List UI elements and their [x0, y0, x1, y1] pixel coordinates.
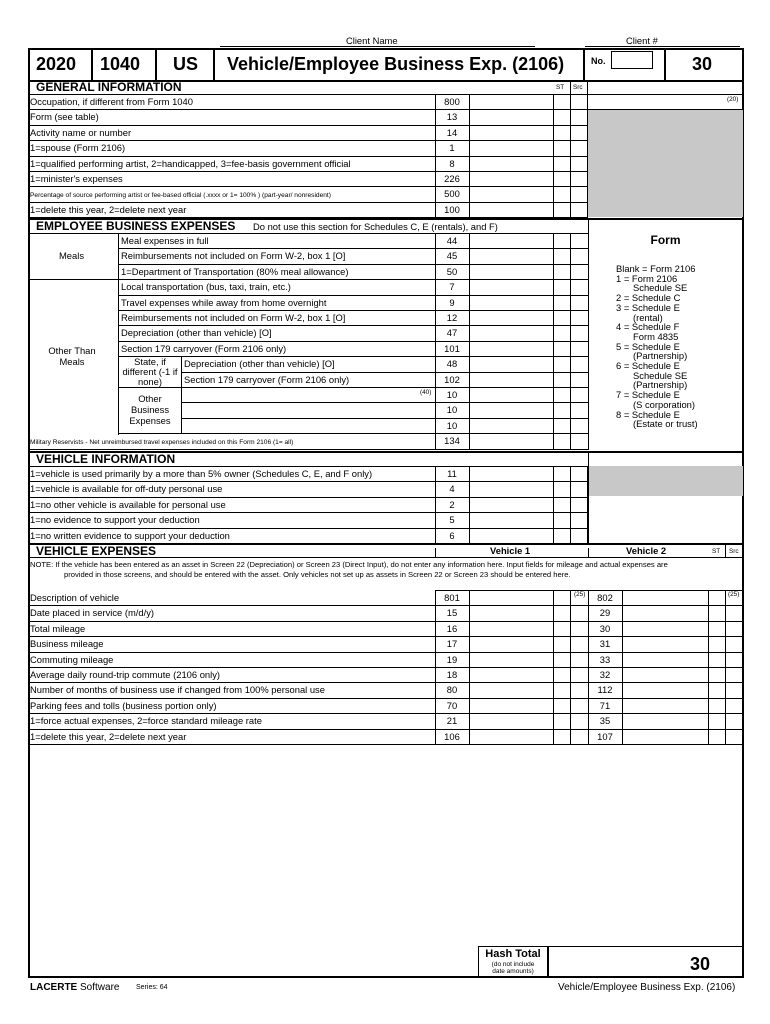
- vehicle-info-row-3-label: 1=no evidence to support your deduction: [30, 514, 200, 526]
- employee-row-3-input[interactable]: [470, 280, 550, 293]
- general-row-3-code: 1: [449, 142, 455, 154]
- employee-row-12-input[interactable]: [470, 419, 550, 432]
- vehicle-1-input-1[interactable]: [470, 606, 552, 619]
- vehicle-info-row-4-label: 1=no written evidence to support your deduction: [30, 529, 230, 541]
- vehicle-exp-row-0-code-1: 801: [444, 592, 460, 603]
- hash-note-2: date amounts): [492, 968, 534, 975]
- footer-screen-number: 30: [690, 954, 711, 974]
- software-label: Software: [80, 982, 120, 993]
- vehicle-exp-row-1-code-1: 15: [446, 607, 458, 619]
- src-label: Src: [573, 84, 583, 91]
- vehicle-exp-row-6-code-2: 112: [597, 684, 613, 696]
- hash-total-label: Hash Total: [485, 948, 541, 960]
- other-business-label: Other Business Expenses: [129, 393, 171, 426]
- vehicle-info-row-1-code: 4: [449, 483, 455, 495]
- vehicle-exp-row-8-code-2: 35: [599, 715, 611, 727]
- footer-title: Vehicle/Employee Business Exp. (2106): [558, 982, 736, 993]
- hash-total-input[interactable]: [548, 946, 744, 978]
- vehicle-2-input-7[interactable]: [623, 699, 707, 712]
- vehicle-info-row-2-input[interactable]: [470, 498, 570, 511]
- vehicle-2-input-3[interactable]: [623, 637, 707, 650]
- form-table-line: (Partnership): [633, 350, 688, 362]
- employee-row-13-input[interactable]: [470, 434, 550, 447]
- vehicle-exp-row-1-label: Date placed in service (m/d/y): [30, 607, 155, 619]
- vehicle-exp-row-1-code-2: 29: [599, 607, 611, 619]
- vehicle-info-row-4-input[interactable]: [470, 529, 570, 542]
- vehicle-exp-row-7-label: Parking fees and tolls (business portion only): [30, 699, 217, 711]
- employee-row-2-input[interactable]: [470, 265, 550, 278]
- employee-row-4-input[interactable]: [470, 296, 550, 309]
- vehicle-1-input-3[interactable]: [470, 637, 552, 650]
- vehicle-2-label: Vehicle 2: [626, 545, 667, 556]
- vehicle-1-input-4[interactable]: [470, 653, 552, 666]
- st-label: ST: [556, 84, 565, 91]
- employee-row-6-label: Depreciation (other than vehicle) [O]: [121, 327, 272, 339]
- vehicle-info-row-0-label: 1=vehicle is used primarily by a more than 5% owner (Schedules C, E, and F only): [30, 468, 373, 479]
- general-row-4-code: 8: [449, 157, 455, 169]
- employee-row-6-code: 47: [446, 327, 458, 339]
- other-than-meals-label: Other Than Meals: [48, 345, 96, 367]
- general-row-5-code: 226: [444, 173, 460, 184]
- form-table-line: 3 = Schedule E: [616, 301, 680, 313]
- general-row-2-input[interactable]: [470, 126, 570, 139]
- vehicle-exp-row-0-label: Description of vehicle: [30, 592, 120, 603]
- vehicle-exp-row-8-label: 1=force actual expenses, 2=force standard mileage rate: [30, 715, 262, 727]
- vehicle-2-input-1[interactable]: [623, 606, 707, 619]
- general-row-1-code: 13: [446, 111, 458, 123]
- vehicle-exp-row-2-code-1: 16: [446, 622, 458, 634]
- general-length-note: (20): [727, 96, 739, 103]
- employee-row-11-code: 10: [446, 404, 458, 416]
- vehicle-expenses-heading: VEHICLE EXPENSES: [36, 544, 157, 558]
- general-row-0-input[interactable]: [470, 95, 570, 108]
- vehicle-exp-row-4-code-2: 33: [599, 653, 611, 665]
- employee-row-0-label: Meal expenses in full: [121, 235, 209, 246]
- form-table-line: 5 = Schedule E: [616, 340, 680, 352]
- general-row-2-label: Activity name or number: [30, 126, 132, 138]
- other-business-desc-2[interactable]: [183, 419, 433, 432]
- employee-row-1-code: 45: [446, 250, 458, 262]
- vehicle-1-input-7[interactable]: [470, 699, 552, 712]
- hash-note-1: (do not include: [491, 961, 535, 968]
- no-label: No.: [591, 56, 606, 66]
- employee-row-10-input[interactable]: [470, 388, 550, 401]
- employee-row-9-label: Section 179 carryover (Form 2106 only): [184, 373, 350, 385]
- vehicle-exp-row-4-code-1: 19: [446, 653, 458, 665]
- vehicle-2-input-8[interactable]: [623, 714, 707, 727]
- employee-row-13-code: 134: [444, 435, 460, 447]
- general-info-shade: [588, 110, 743, 217]
- jurisdiction: US: [173, 54, 199, 74]
- meals-label: Meals: [59, 250, 85, 261]
- employee-row-3-code: 7: [449, 281, 455, 293]
- vehicle-2-input-0[interactable]: [623, 591, 707, 604]
- vehicle-1-input-8[interactable]: [470, 714, 552, 727]
- employee-row-1-input[interactable]: [470, 249, 550, 262]
- form-table-line: (S corporation): [633, 398, 696, 410]
- general-row-4-label: 1=qualified performing artist, 2=handicapped, 3=fee-basis government official: [30, 157, 351, 169]
- vehicle-exp-row-9-code-2: 107: [597, 730, 613, 742]
- employee-row-10-code: 10: [446, 389, 458, 400]
- vehicle-exp-row-7-code-1: 70: [446, 699, 458, 711]
- series-label: Series: 64: [136, 984, 168, 991]
- vehicle-info-row-3-code: 5: [449, 514, 455, 526]
- form-table-line: 4 = Schedule F: [616, 321, 680, 333]
- form-title: Vehicle/Employee Business Exp. (2106): [227, 54, 565, 74]
- other-business-desc-0[interactable]: [183, 388, 433, 401]
- employee-row-5-input[interactable]: [470, 311, 550, 324]
- vehicle-note-2: provided in those screens, and should be entered with the asset. Only vehicles not set up as assets in Screen 22 or Screen 23 should be entered here.: [64, 570, 571, 579]
- form-table-line: (Estate or trust): [633, 418, 698, 430]
- vehicle-2-input-6[interactable]: [623, 683, 707, 696]
- general-row-0-label: Occupation, if different from Form 1040: [30, 96, 193, 107]
- vehicle-exp-row-5-label: Average daily round-trip commute (2106 only): [30, 669, 221, 680]
- vehicle-exp-row-3-code-1: 17: [446, 638, 458, 650]
- vehicle-2-input-5[interactable]: [623, 668, 707, 681]
- brand-logo: LACERTE: [30, 982, 78, 993]
- other-length-note: (40): [420, 389, 432, 396]
- vehicle-info-row-3-input[interactable]: [470, 513, 570, 526]
- vehicle-2-length-note: (25): [728, 591, 740, 598]
- employee-row-11-input[interactable]: [470, 403, 550, 416]
- employee-row-1-label: Reimbursements not included on Form W-2, box 1 [O]: [121, 250, 346, 262]
- general-row-1-input[interactable]: [470, 110, 570, 123]
- employee-row-5-label: Reimbursements not included on Form W-2, box 1 [O]: [121, 312, 346, 323]
- vehicle-exp-row-9-code-1: 106: [444, 730, 460, 742]
- vehicle-note-1: NOTE: If the vehicle has been entered as an asset in Screen 22 (Depreciation) or Screen 23 (Direct Input), do not enter any information here. Input fields for mileage and actual expenses are: [30, 560, 668, 569]
- src-label-2: Src: [729, 548, 739, 555]
- employee-row-5-code: 12: [446, 312, 458, 323]
- vehicle-exp-row-7-code-2: 71: [599, 699, 611, 711]
- vehicle-1-input-9[interactable]: [470, 730, 552, 743]
- form-table-line: 2 = Schedule C: [616, 292, 681, 304]
- employee-row-2-label: 1=Department of Transportation (80% meal allowance): [121, 265, 349, 277]
- vehicle-exp-row-5-code-1: 18: [446, 669, 458, 680]
- general-row-6-code: 500: [444, 188, 460, 200]
- employee-row-7-input[interactable]: [470, 342, 550, 355]
- client-name-label: Client Name: [346, 35, 398, 46]
- tax-year: 2020: [36, 54, 77, 74]
- vehicle-1-input-5[interactable]: [470, 668, 552, 681]
- form-table-line: 1 = Form 2106: [616, 272, 678, 284]
- vehicle-info-row-4-code: 6: [449, 529, 455, 541]
- employee-row-0-input[interactable]: [470, 234, 550, 247]
- employee-row-2-code: 50: [446, 265, 458, 277]
- general-row-7-code: 100: [444, 203, 460, 215]
- vehicle-2-input-4[interactable]: [623, 653, 707, 666]
- employee-row-0-code: 44: [446, 235, 458, 246]
- vehicle-1-label: Vehicle 1: [490, 545, 531, 556]
- vehicle-exp-row-6-code-1: 80: [446, 684, 458, 696]
- vehicle-info-row-1-input[interactable]: [470, 482, 570, 495]
- client-number-label: Client #: [626, 35, 658, 46]
- vehicle-exp-row-9-label: 1=delete this year, 2=delete next year: [30, 730, 187, 742]
- employee-row-7-label: Section 179 carryover (Form 2106 only): [121, 342, 287, 354]
- vehicle-info-shade: [589, 466, 743, 496]
- vehicle-exp-row-2-code-2: 30: [599, 622, 611, 634]
- general-row-4-input[interactable]: [470, 157, 570, 170]
- employee-row-8-label: Depreciation (other than vehicle) [O]: [184, 358, 335, 370]
- vehicle-exp-row-0-code-2: 802: [597, 592, 613, 603]
- vehicle-info-row-2-label: 1=no other vehicle is available for personal use: [30, 498, 226, 510]
- employee-row-9-code: 102: [444, 373, 460, 385]
- employee-row-8-input[interactable]: [470, 357, 550, 370]
- general-row-5-input[interactable]: [470, 172, 570, 185]
- form-table-line: Form 4835: [633, 330, 679, 342]
- vehicle-info-heading: VEHICLE INFORMATION: [36, 452, 176, 466]
- general-row-1-label: Form (see table): [30, 111, 99, 123]
- general-row-6-input[interactable]: [470, 187, 570, 200]
- employee-expenses-note: Do not use this section for Schedules C, E (rentals), and F): [253, 221, 498, 232]
- form-number: 1040: [100, 54, 141, 74]
- vehicle-info-row-0-code: 11: [447, 468, 457, 479]
- form-table-line: Schedule SE: [633, 369, 688, 381]
- general-row-7-input[interactable]: [470, 203, 570, 216]
- employee-row-12-code: 10: [446, 419, 458, 431]
- form-table-title: Form: [650, 233, 681, 247]
- screen-number: 30: [692, 54, 713, 74]
- vehicle-2-input-2[interactable]: [623, 622, 707, 635]
- vehicle-exp-row-3-label: Business mileage: [30, 638, 104, 650]
- general-row-3-input[interactable]: [470, 141, 570, 154]
- vehicle-info-row-1-label: 1=vehicle is available for off-duty personal use: [30, 483, 223, 495]
- vehicle-1-input-6[interactable]: [470, 683, 552, 696]
- general-row-3-label: 1=spouse (Form 2106): [30, 142, 126, 154]
- form-table-line: 8 = Schedule E: [616, 408, 680, 420]
- employee-expenses-heading: EMPLOYEE BUSINESS EXPENSES: [36, 219, 236, 233]
- vehicle-exp-row-3-code-2: 31: [599, 638, 611, 650]
- vehicle-info-row-0-input[interactable]: [470, 467, 570, 480]
- general-row-6-label: Percentage of source performing artist or fee-based official (.xxxx or 1= 100% ) (part-year/ nonresident): [30, 192, 331, 200]
- general-row-5-label: 1=minister's expenses: [30, 173, 123, 184]
- vehicle-1-input-0[interactable]: [470, 591, 552, 604]
- vehicle-exp-row-5-code-2: 32: [599, 669, 611, 680]
- employee-row-8-code: 48: [446, 358, 458, 370]
- employee-row-13-label: Military Reservists - Net unreimbursed travel expenses included on this Form 2106 (1= all): [30, 439, 294, 447]
- form-table-line: (rental): [633, 311, 663, 323]
- st-label-2: ST: [712, 548, 721, 555]
- employee-row-4-code: 9: [449, 296, 455, 308]
- other-business-desc-1[interactable]: [183, 403, 433, 416]
- form-table-line: (Partnership): [633, 379, 688, 391]
- form-table-line: Blank = Form 2106: [616, 263, 696, 274]
- form-table-line: Schedule SE: [633, 282, 688, 294]
- employee-row-3-label: Local transportation (bus, taxi, train, etc.): [121, 281, 291, 293]
- no-input[interactable]: [611, 51, 653, 69]
- vehicle-2-input-9[interactable]: [623, 730, 707, 743]
- vehicle-exp-row-8-code-1: 21: [446, 715, 458, 727]
- state-label: State, if different (-1 if none): [122, 356, 178, 387]
- employee-row-4-label: Travel expenses while away from home overnight: [121, 296, 327, 308]
- general-row-7-label: 1=delete this year, 2=delete next year: [30, 203, 187, 215]
- vehicle-exp-row-4-label: Commuting mileage: [30, 653, 114, 665]
- vehicle-exp-row-6-label: Number of months of business use if changed from 100% personal use: [30, 684, 325, 696]
- form-table-line: 6 = Schedule E: [616, 360, 680, 371]
- employee-row-9-input[interactable]: [470, 373, 550, 386]
- general-row-2-code: 14: [446, 126, 458, 138]
- vehicle-1-input-2[interactable]: [470, 622, 552, 635]
- employee-row-6-input[interactable]: [470, 326, 550, 339]
- vehicle-1-length-note: (25): [574, 591, 586, 598]
- vehicle-info-row-2-code: 2: [449, 498, 455, 510]
- form-table-line: 7 = Schedule E: [616, 389, 680, 401]
- general-row-0-code: 800: [444, 96, 460, 107]
- general-info-heading: GENERAL INFORMATION: [36, 80, 182, 94]
- vehicle-exp-row-2-label: Total mileage: [30, 622, 86, 634]
- employee-row-7-code: 101: [444, 342, 460, 354]
